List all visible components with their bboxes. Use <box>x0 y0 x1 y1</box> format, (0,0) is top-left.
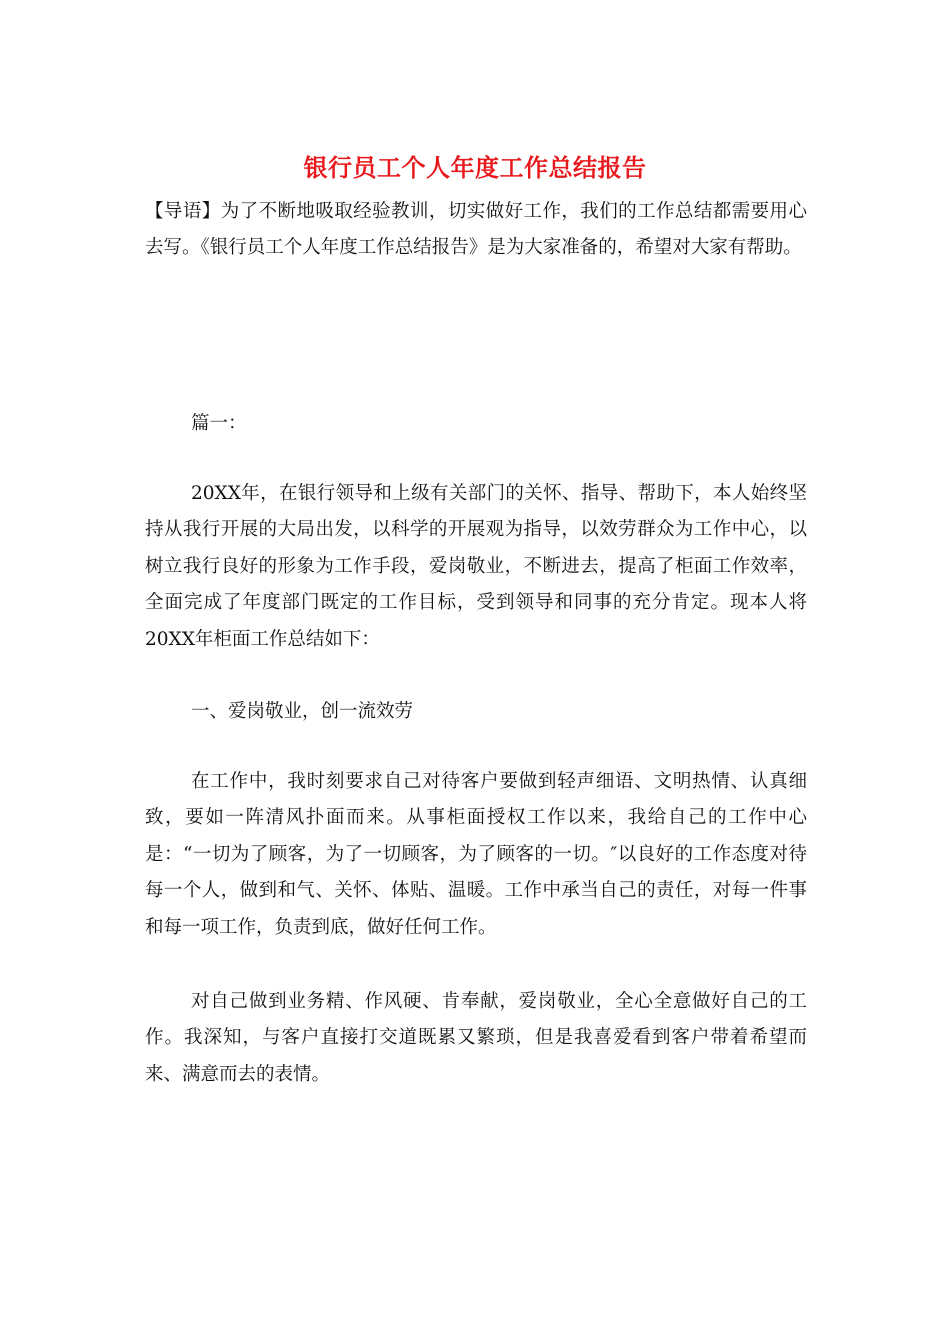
document-title: 银行员工个人年度工作总结报告 <box>303 154 647 182</box>
section-label: 篇一： <box>191 413 247 434</box>
section-heading-1: 一、爱岗敬业，创一流效劳 <box>191 701 414 722</box>
body-paragraph-3: 对自己做到业务精、作风硬、肯奉献，爱岗敬业，全心全意做好自己的工作。我深知，与客户直接打交道既累又繁琐，但是我喜爱看到客户带着希望而来、满意而去的表情。 <box>145 991 807 1085</box>
body-paragraph-2: 在工作中，我时刻要求自己对待客户要做到轻声细语、文明热情、认真细致，要如一阵清风扑面而来。从事柜面授权工作以来，我给自己的工作中心是：“一切为了顾客，为了一切顾客，为了顾客的一切。″以良好的工作态度对待每一个人，做到和气、关怀、体贴、温暖。工作中承当自己的责任，对每一件事和每一项工作，负责到底，做好任何工作。 <box>145 771 807 938</box>
body-paragraph-1: 20XX年，在银行领导和上级有关部门的关怀、指导、帮助下，本人始终坚持从我行开展的大局出发，以科学的开展观为指导，以效劳群众为工作中心，以树立我行良好的形象为工作手段，爱岗敬业，不断进去，提高了柜面工作效率，全面完成了年度部门既定的工作目标，受到领导和同事的充分肯定。现本人将20XX年柜面工作总结如下： <box>145 483 807 650</box>
intro-paragraph: 【导语】为了不断地吸取经验教训，切实做好工作，我们的工作总结都需要用心去写。《银行员工个人年度工作总结报告》是为大家准备的，希望对大家有帮助。 <box>145 201 807 259</box>
